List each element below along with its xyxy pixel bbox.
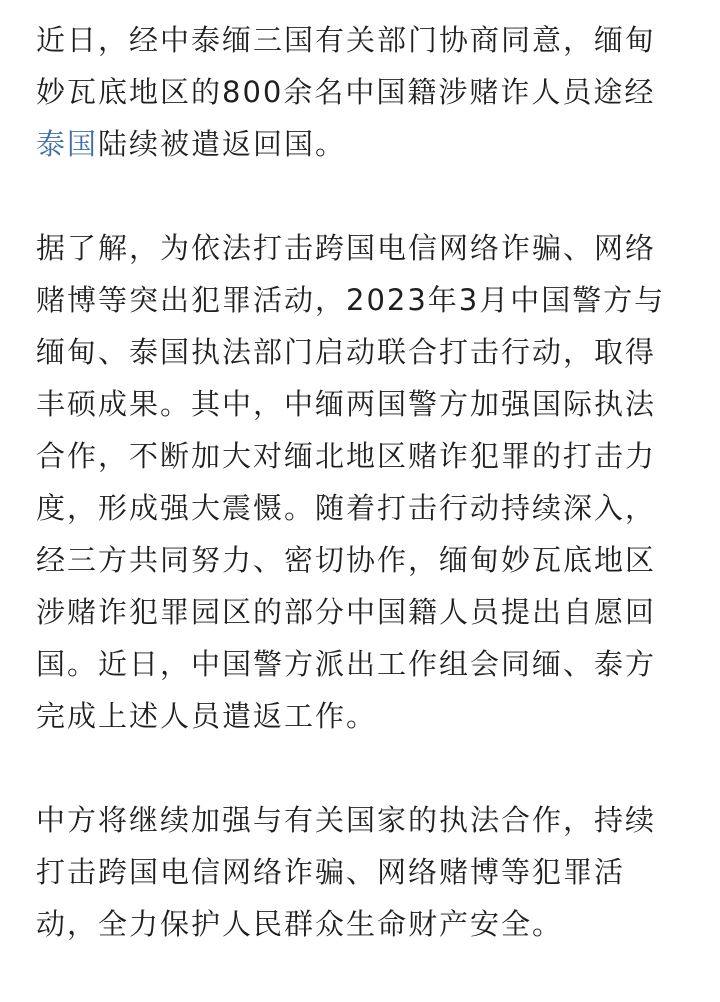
paragraph-line: 完成上述人员遣返工作。 — [36, 699, 378, 733]
paragraph-line: 合作，不断加大对缅北地区赌诈犯罪的打击力 — [36, 439, 657, 473]
paragraph-3 — [36, 794, 692, 950]
paragraph-line: 经三方共同努力、密切协作，缅甸妙瓦底地区 — [36, 543, 657, 577]
paragraph-line: 涉赌诈犯罪园区的部分中国籍人员提出自愿回 — [36, 595, 657, 629]
paragraph-line: 缅甸、泰国执法部门启动联合打击行动，取得 — [36, 335, 657, 369]
paragraph-2 — [36, 222, 692, 742]
paragraph-line: 度，形成强大震慑。随着打击行动持续深入， — [36, 491, 657, 525]
article-body — [36, 14, 692, 1002]
paragraph-line: 妙瓦底地区的800余名中国籍涉赌诈人员途经 — [36, 75, 656, 109]
paragraph-line: 中方将继续加强与有关国家的执法合作，持续 — [36, 803, 657, 837]
paragraph-line-with-link — [36, 118, 692, 170]
paragraph-line: 近日，经中泰缅三国有关部门协商同意，缅甸 — [36, 23, 657, 57]
paragraph-line: 打击跨国电信网络诈骗、网络赌博等犯罪活 — [36, 855, 626, 889]
paragraph-line: 丰硕成果。其中，中缅两国警方加强国际执法 — [36, 387, 657, 421]
paragraph-line: 据了解，为依法打击跨国电信网络诈骗、网络 — [36, 231, 657, 265]
paragraph-line: 国。近日，中国警方派出工作组会同缅、泰方 — [36, 647, 657, 681]
paragraph-1 — [36, 14, 692, 170]
paragraph-text: 陆续被遣返回国。 — [98, 127, 347, 161]
thailand-link[interactable]: 泰国 — [36, 127, 99, 161]
paragraph-line: 赌博等突出犯罪活动，2023年3月中国警方与 — [36, 283, 666, 317]
paragraph-line: 动，全力保护人民群众生命财产安全。 — [36, 907, 564, 941]
